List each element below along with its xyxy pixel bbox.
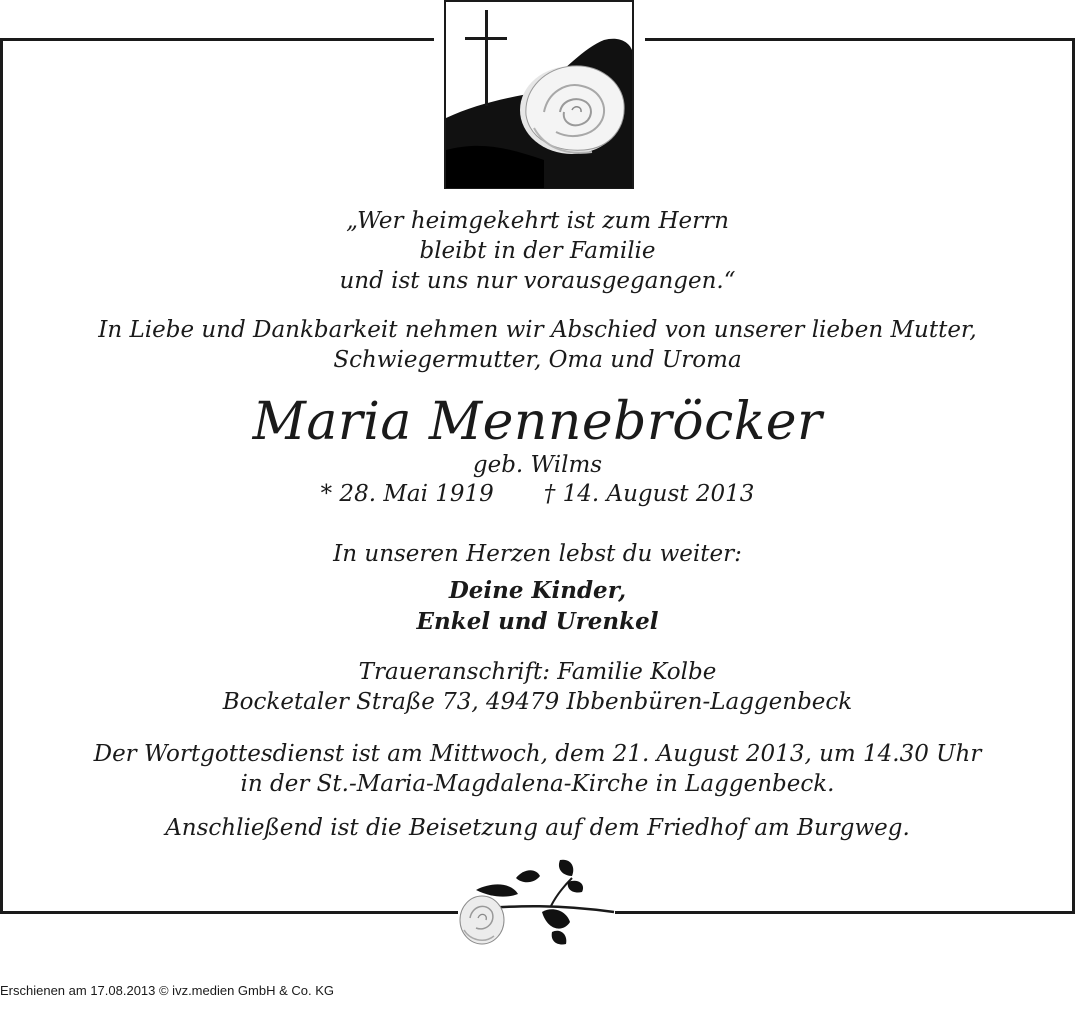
- frame-top-left: [0, 38, 434, 41]
- service-line-1: Der Wortgottesdienst ist am Mittwoch, dem 21. August 2013, um 14.30 Uhr: [93, 741, 982, 767]
- mourners-intro: In unseren Herzen lebst du weiter:: [333, 541, 742, 567]
- rose-icon: [456, 856, 616, 948]
- address-line-2: Bocketaler Straße 73, 49479 Ibbenbüren-Laggenbeck: [222, 689, 853, 715]
- frame-bottom-right: [615, 911, 1075, 914]
- farewell-line-1: In Liebe und Dankbarkeit nehmen wir Abschied von unserer lieben Mutter,: [98, 317, 977, 343]
- birth-date: * 28. Mai 1919: [320, 481, 494, 507]
- deceased-name: Maria Mennebröcker: [252, 392, 823, 452]
- mourners-line-2: Enkel und Urenkel: [416, 608, 659, 635]
- service-line-2: in der St.-Maria-Magdalena-Kirche in Laggenbeck.: [240, 771, 835, 797]
- birth-name: geb. Wilms: [472, 452, 603, 478]
- mourners-line-1: Deine Kinder,: [448, 577, 627, 604]
- life-dates: [0, 481, 1075, 507]
- quote-line-2: bleibt in der Familie: [419, 238, 656, 264]
- cross-rose-icon: [444, 0, 634, 189]
- farewell-line-2: Schwiegermutter, Oma und Uroma: [333, 347, 742, 373]
- frame-bottom-left: [0, 911, 458, 914]
- quote-line-1: „Wer heimgekehrt ist zum Herrn: [346, 208, 729, 234]
- quote-line-3: und ist uns nur vorausgegangen.“: [339, 268, 736, 294]
- frame-top-right: [645, 38, 1075, 41]
- service-line-3: Anschließend ist die Beisetzung auf dem Friedhof am Burgweg.: [165, 815, 910, 841]
- address-line-1: Traueranschrift: Familie Kolbe: [358, 659, 717, 685]
- death-date: † 14. August 2013: [543, 481, 755, 507]
- publication-footer: Erschienen am 17.08.2013 © ivz.medien GmbH & Co. KG: [0, 983, 335, 998]
